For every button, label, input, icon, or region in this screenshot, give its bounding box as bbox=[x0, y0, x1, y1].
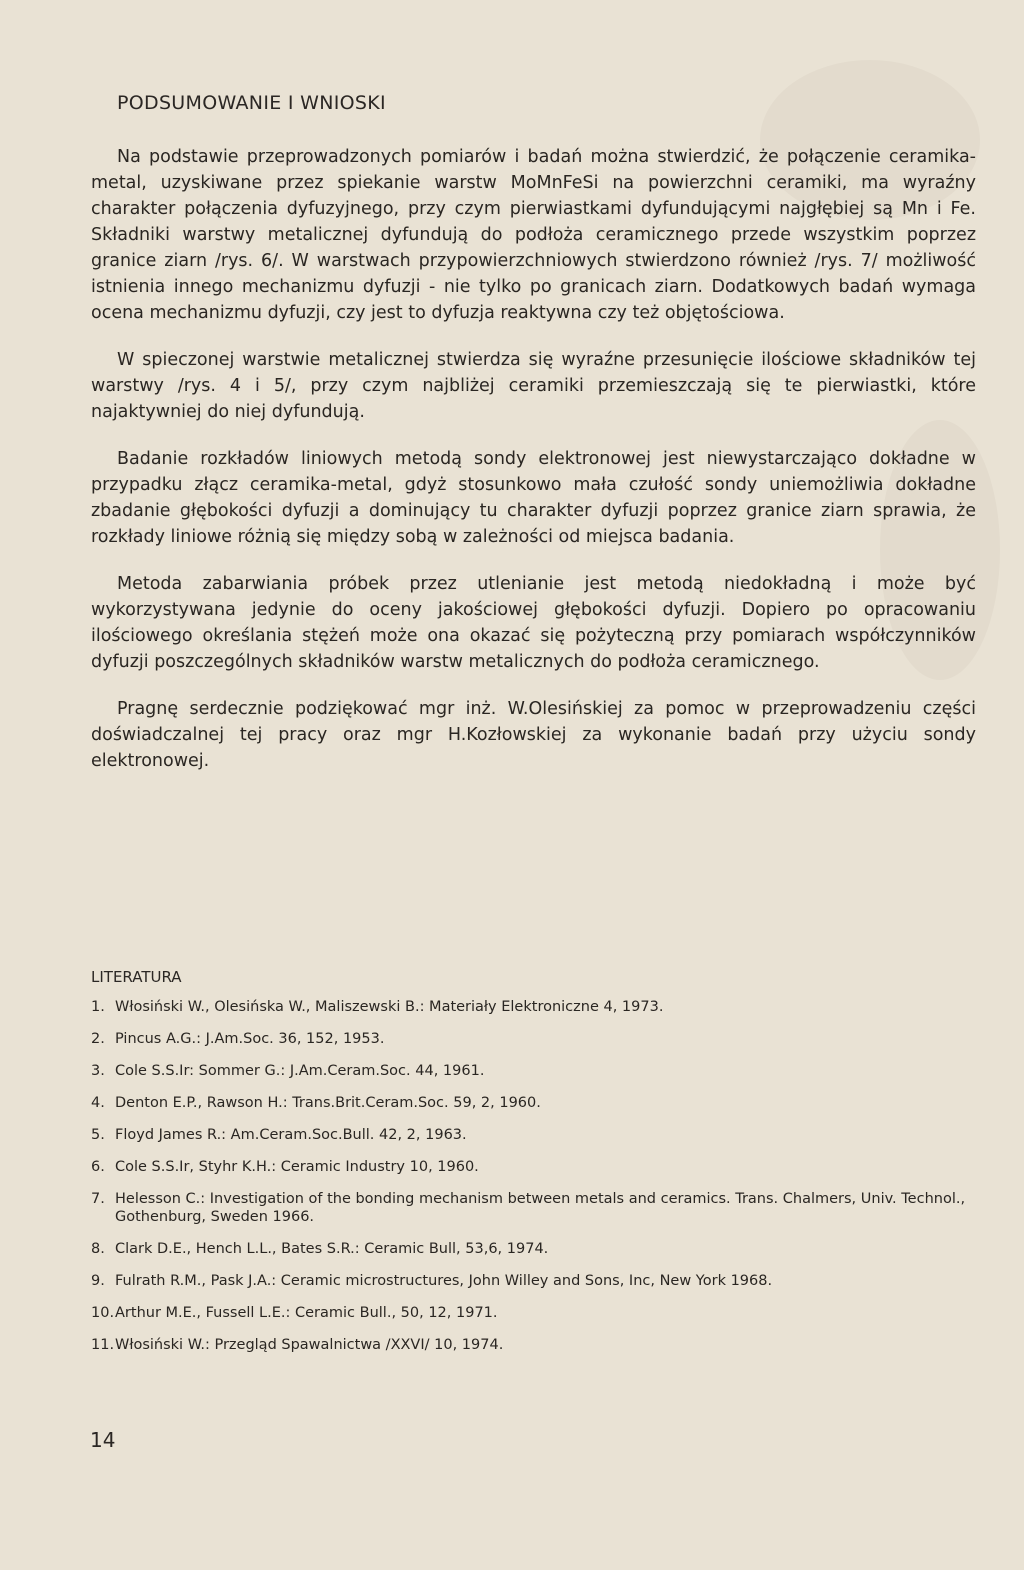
reference-text: Floyd James R.: Am.Ceram.Soc.Bull. 42, 2, 1963. bbox=[115, 1127, 467, 1143]
section-heading: PODSUMOWANIE I WNIOSKI bbox=[117, 92, 386, 114]
reference-list bbox=[91, 998, 981, 1368]
page-number: 14 bbox=[90, 1428, 116, 1452]
paragraph: W spieczonej warstwie metalicznej stwierdza się wyraźne przesunięcie ilościowe składników tej warstwy /rys. 4 i 5/, przy czym najbliżej ceramiki przemieszczają się te pierwiastki, które najaktywniej do niej dyfundują. bbox=[91, 350, 976, 422]
reference-text: Helesson C.: Investigation of the bonding mechanism between metals and ceramics. Trans. Chalmers, Univ. Technol., Gothenburg, Sweden 1966. bbox=[115, 1191, 966, 1225]
reference-text: Cole S.S.Ir: Sommer G.: J.Am.Ceram.Soc. 44, 1961. bbox=[115, 1063, 485, 1079]
reference-item bbox=[91, 1240, 981, 1258]
reference-number: 11. bbox=[91, 1337, 115, 1353]
paragraph: Badanie rozkładów liniowych metodą sondy elektronowej jest niewystarczająco dokładne w przypadku złącz ceramika-metal, gdyż stosunkowo mała czułość sondy uniemożliwia dokładne zbadanie głębokości dyfuzji a dominujący tu charakter dyfuzji poprzez granice ziarn sprawia, że rozkłady liniowe różnią się między sobą w zależności od miejsca badania. bbox=[91, 449, 976, 547]
reference-number: 6. bbox=[91, 1159, 105, 1175]
reference-item bbox=[91, 1158, 981, 1176]
literature-heading: LITERATURA bbox=[91, 968, 182, 986]
reference-text: Włosiński W.: Przegląd Spawalnictwa /XXVI/ 10, 1974. bbox=[115, 1337, 504, 1353]
reference-item bbox=[91, 1030, 981, 1048]
reference-number: 9. bbox=[91, 1273, 105, 1289]
reference-item bbox=[91, 1304, 981, 1322]
reference-number: 5. bbox=[91, 1127, 105, 1143]
paragraph: Metoda zabarwiania próbek przez utlenianie jest metodą niedokładną i może być wykorzystywana jedynie do oceny jakościowej głębokości dyfuzji. Dopiero po opracowaniu ilościowego określania stężeń może ona okazać się pożyteczną przy pomiarach współczynników dyfuzji poszczególnych składników warstw metalicznych do podłoża ceramicznego. bbox=[91, 574, 976, 672]
reference-text: Pincus A.G.: J.Am.Soc. 36, 152, 1953. bbox=[115, 1031, 385, 1047]
paragraph: Pragnę serdecznie podziękować mgr inż. W.Olesińskiej za pomoc w przeprowadzeniu części doświadczalnej tej pracy oraz mgr H.Kozłowskiej za wykonanie badań przy użyciu sondy elektronowej. bbox=[91, 699, 976, 771]
paragraph: Na podstawie przeprowadzonych pomiarów i badań można stwierdzić, że połączenie ceramika-metal, uzyskiwane przez spiekanie warstw MoMnFeSi na powierzchni ceramiki, ma wyraźny charakter połączenia dyfuzyjnego, przy czym pierwiastkami dyfundującymi najgłębiej są Mn i Fe. Składniki warstwy metalicznej dyfundują do podłoża ceramicznego przede wszystkim poprzez granice ziarn /rys. 6/. W warstwach przypowierzchniowych stwierdzono również /rys. 7/ możliwość istnienia innego mechanizmu dyfuzji - nie tylko po granicach ziarn. Dodatkowych badań wymaga ocena mechanizmu dyfuzji, czy jest to dyfuzja reaktywna czy też objętościowa. bbox=[91, 147, 976, 323]
reference-number: 7. bbox=[91, 1191, 105, 1207]
reference-number: 3. bbox=[91, 1063, 105, 1079]
reference-item bbox=[91, 998, 981, 1016]
reference-number: 8. bbox=[91, 1241, 105, 1257]
reference-text: Arthur M.E., Fussell L.E.: Ceramic Bull., 50, 12, 1971. bbox=[115, 1305, 498, 1321]
reference-item bbox=[91, 1126, 981, 1144]
reference-item bbox=[91, 1062, 981, 1080]
reference-number: 10. bbox=[91, 1305, 115, 1321]
reference-text: Denton E.P., Rawson H.: Trans.Brit.Ceram.Soc. 59, 2, 1960. bbox=[115, 1095, 541, 1111]
reference-text: Clark D.E., Hench L.L., Bates S.R.: Ceramic Bull, 53,6, 1974. bbox=[115, 1241, 549, 1257]
reference-item bbox=[91, 1336, 981, 1354]
reference-item bbox=[91, 1094, 981, 1112]
reference-item bbox=[91, 1190, 981, 1226]
reference-number: 4. bbox=[91, 1095, 105, 1111]
reference-number: 2. bbox=[91, 1031, 105, 1047]
reference-text: Włosiński W., Olesińska W., Maliszewski B.: Materiały Elektroniczne 4, 1973. bbox=[115, 999, 664, 1015]
reference-item bbox=[91, 1272, 981, 1290]
reference-text: Cole S.S.Ir, Styhr K.H.: Ceramic Industry 10, 1960. bbox=[115, 1159, 479, 1175]
body-text bbox=[91, 144, 976, 795]
reference-number: 1. bbox=[91, 999, 105, 1015]
reference-text: Fulrath R.M., Pask J.A.: Ceramic microstructures, John Willey and Sons, Inc, New York 1968. bbox=[115, 1273, 773, 1289]
